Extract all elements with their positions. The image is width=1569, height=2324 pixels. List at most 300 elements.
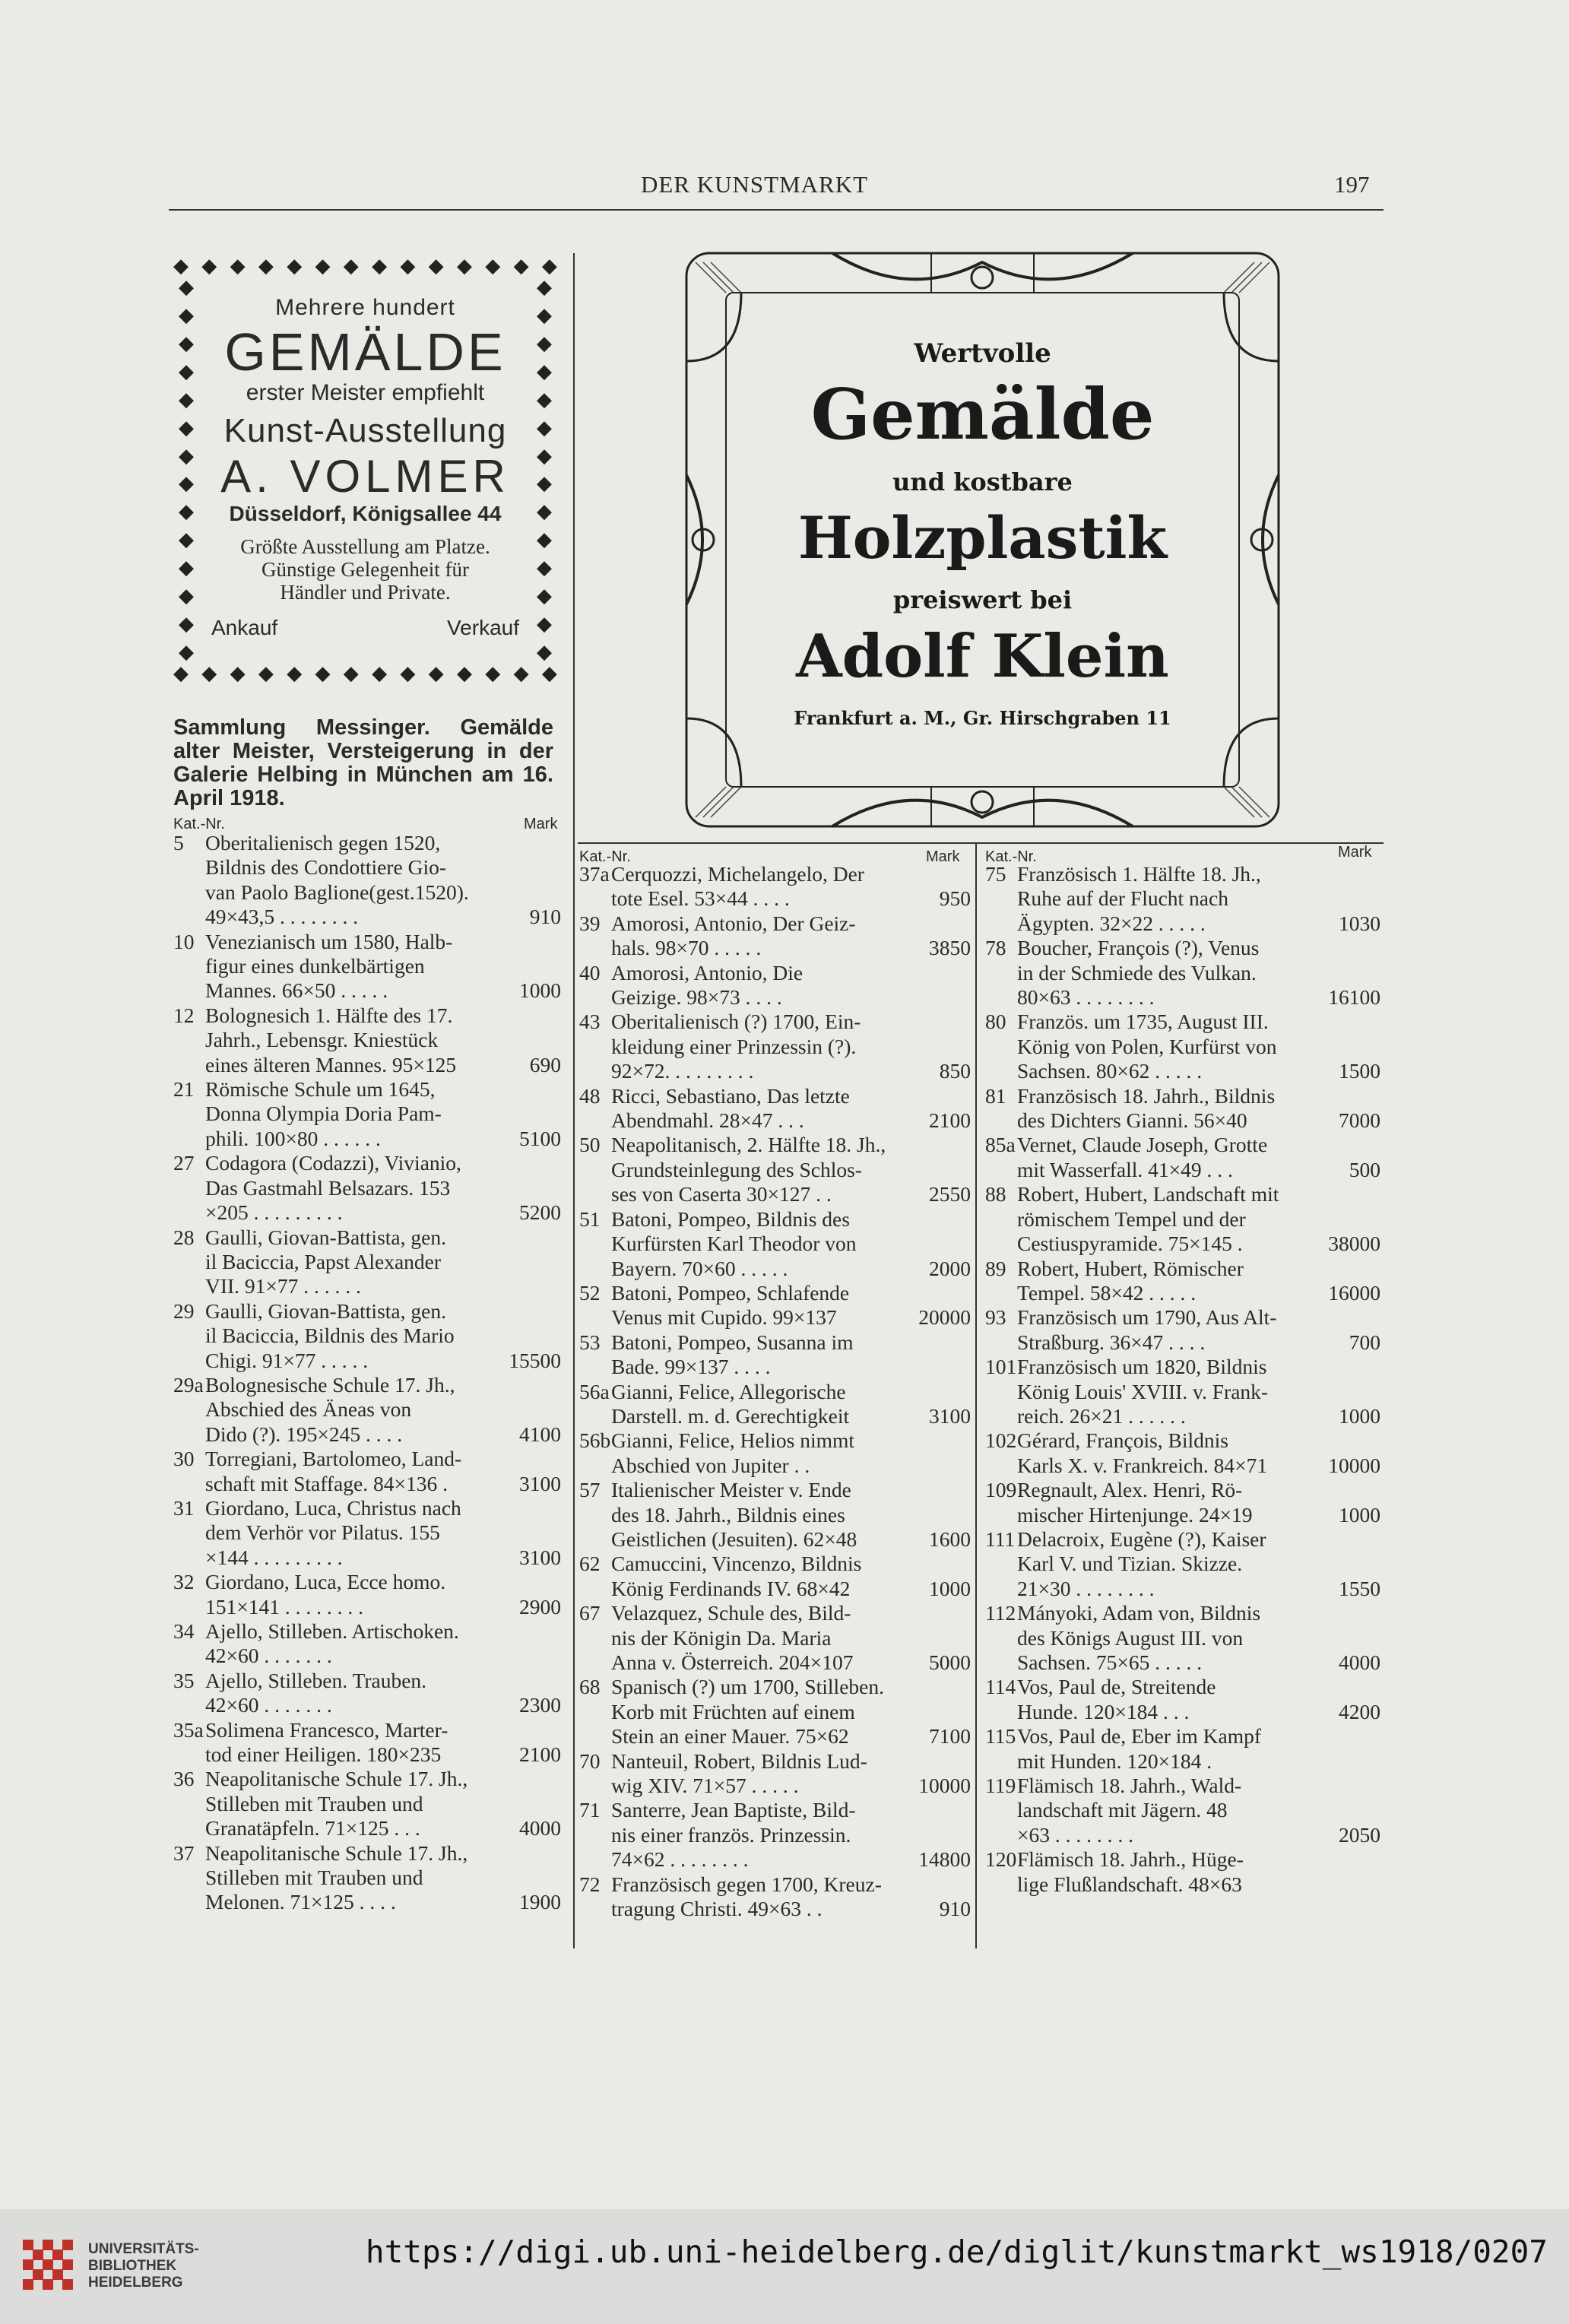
entry-text-line: König Ferdinands IV. 68×42 <box>611 1576 851 1600</box>
diamond-ornament-icon: ◆ <box>485 255 501 277</box>
document-url-link[interactable]: https://digi.ub.uni-heidelberg.de/diglit/kunstmarkt_ws1918/0207 <box>365 2234 1548 2270</box>
diamond-ornament-icon: ◆ <box>179 640 194 664</box>
catalog-entry <box>579 1010 971 1083</box>
catalog-entry <box>579 1330 971 1380</box>
catalog-number: 111 <box>985 1527 1016 1551</box>
diamond-ornament-icon: ◆ <box>537 528 552 552</box>
entry-text-line: Tempel. 58×42 . . . . . <box>1017 1280 1197 1305</box>
ankauf-label: Ankauf <box>211 616 278 639</box>
catalog-entry <box>173 1447 561 1496</box>
entry-text-line: Französisch 18. Jahrh., Bildnis <box>1017 1083 1276 1108</box>
verkauf-label: Verkauf <box>447 616 519 639</box>
price-mark: 2900 <box>519 1594 561 1619</box>
entry-text-line: Amorosi, Antonio, Der Geiz- <box>611 911 856 935</box>
ad-line: Wertvolle <box>914 338 1051 369</box>
catalog-entry <box>985 1305 1380 1355</box>
entry-text-line: Neapolitanische Schule 17. Jh., <box>205 1840 468 1865</box>
diamond-ornament-icon: ◆ <box>537 640 552 664</box>
catalog-number: 31 <box>173 1495 195 1520</box>
entry-text-line: kleidung einer Prinzessin (?). <box>611 1034 857 1058</box>
entry-text-line: van Paolo Baglione(gest.1520). <box>205 880 469 904</box>
catalog-number: 67 <box>579 1601 601 1625</box>
diamond-ornament-icon: ◆ <box>287 662 303 685</box>
entry-text-line: in der Schmiede des Vulkan. <box>1017 960 1257 984</box>
catalog-number: 78 <box>985 936 1006 960</box>
entry-text-line: Grundsteinlegung des Schlos- <box>611 1157 862 1181</box>
entry-text-line: Jahrh., Lebensgr. Kniestück <box>205 1028 439 1052</box>
catalog-entry <box>985 1601 1380 1675</box>
entry-text-line: Kurfürsten Karl Theodor von <box>611 1232 857 1256</box>
entry-text-line: dem Verhör vor Pilatus. 155 <box>205 1520 440 1545</box>
price-mark: 1000 <box>519 978 561 1003</box>
entry-text-line: Darstell. m. d. Gerechtigkeit <box>611 1403 850 1428</box>
entry-text-line: Batoni, Pompeo, Susanna im <box>611 1330 854 1354</box>
price-mark: 15500 <box>509 1348 561 1372</box>
entry-text-line: Nanteuil, Robert, Bildnis Lud- <box>611 1749 867 1773</box>
page-number: 197 <box>1334 171 1370 198</box>
catalog-number: 21 <box>173 1077 195 1102</box>
entry-text-line: ×63 . . . . . . . . <box>1017 1822 1134 1847</box>
entry-text-line: Bolognesich 1. Hälfte des 17. <box>205 1003 453 1027</box>
entry-text-line: Gaulli, Giovan-Battista, gen. <box>205 1298 446 1323</box>
entry-text-line: Geistlichen (Jesuiten). 62×48 <box>611 1527 857 1551</box>
diamond-border-right <box>531 276 557 664</box>
entry-text-line: 80×63 . . . . . . . . <box>1017 985 1155 1010</box>
catalog-number: 34 <box>173 1619 195 1643</box>
catalog-number: 75 <box>985 862 1006 886</box>
catalog-entry <box>579 1133 971 1206</box>
entry-text-line: Vernet, Claude Joseph, Grotte <box>1017 1133 1268 1157</box>
diamond-ornament-icon: ◆ <box>343 662 359 685</box>
entry-text-line: 42×60 . . . . . . . <box>205 1644 332 1668</box>
entry-text-line: Giordano, Luca, Christus nach <box>205 1495 461 1520</box>
diamond-ornament-icon: ◆ <box>315 255 331 277</box>
price-mark: 5100 <box>519 1126 561 1150</box>
diamond-ornament-icon: ◆ <box>230 662 246 685</box>
diamond-ornament-icon: ◆ <box>179 331 194 355</box>
diamond-ornament-icon: ◆ <box>400 662 416 685</box>
entry-text-line: Mányoki, Adam von, Bildnis <box>1017 1601 1261 1625</box>
catalog-number: 120 <box>985 1847 1017 1872</box>
catalog-entry <box>173 1373 561 1447</box>
col1-header-mark: Mark <box>524 816 558 832</box>
diamond-ornament-icon: ◆ <box>343 255 359 277</box>
entry-text-line: Italienischer Meister v. Ende <box>611 1478 851 1502</box>
catalog-number: 53 <box>579 1330 601 1354</box>
section-title: Sammlung Messinger. Gemälde alter Meister, Versteigerung in der Galerie Helbing in München am 16. April 1918. <box>173 715 553 810</box>
entry-text-line: Hunde. 120×184 . . . <box>1017 1699 1190 1723</box>
diamond-ornament-icon: ◆ <box>201 255 217 277</box>
catalog-number: 102 <box>985 1428 1017 1453</box>
price-mark: 10000 <box>918 1774 971 1798</box>
catalog-entry <box>579 862 971 912</box>
price-mark: 4000 <box>519 1816 561 1840</box>
entry-text-line: Venus mit Cupido. 99×137 <box>611 1305 837 1330</box>
diamond-ornament-icon: ◆ <box>537 472 552 496</box>
entry-text-line: Oberitalienisch (?) 1700, Ein- <box>611 1010 861 1034</box>
price-mark: 2300 <box>519 1693 561 1717</box>
catalog-number: 29a <box>173 1372 204 1397</box>
catalog-entry <box>985 1182 1380 1256</box>
catalog-number: 85a <box>985 1133 1016 1157</box>
price-mark: 4200 <box>1339 1699 1380 1723</box>
entry-text-line: Ajello, Stilleben. Artischoken. <box>205 1619 459 1643</box>
entry-text-line: Französisch um 1790, Aus Alt- <box>1017 1305 1277 1330</box>
price-mark: 3100 <box>519 1471 561 1495</box>
price-mark: 16100 <box>1328 985 1380 1010</box>
entry-text-line: Giordano, Luca, Ecce homo. <box>205 1570 446 1594</box>
catalog-number: 27 <box>173 1151 195 1175</box>
entry-text-line: des Dichters Gianni. 56×40 <box>1017 1108 1247 1133</box>
catalog-number: 112 <box>985 1601 1016 1625</box>
column-divider-2 <box>975 842 977 1948</box>
entry-text-line: tote Esel. 53×44 . . . . <box>611 886 790 911</box>
ad-headline: Gemälde <box>810 373 1155 455</box>
entry-text-line: landschaft mit Jägern. 48 <box>1017 1798 1228 1822</box>
diamond-border-top <box>173 253 557 279</box>
catalog-number: 28 <box>173 1225 195 1249</box>
price-mark: 690 <box>529 1052 561 1076</box>
price-mark: 5200 <box>519 1200 561 1225</box>
catalog-entry <box>985 1355 1380 1428</box>
diamond-ornament-icon: ◆ <box>173 662 189 685</box>
entry-text-line: eines älteren Mannes. 95×125 <box>205 1052 457 1076</box>
price-mark: 10000 <box>1328 1453 1380 1477</box>
catalog-number: 35a <box>173 1717 204 1742</box>
entry-text-line: König Louis' XVIII. v. Frank- <box>1017 1379 1269 1403</box>
catalog-number: 51 <box>579 1206 601 1231</box>
entry-text-line: wig XIV. 71×57 . . . . . <box>611 1774 799 1798</box>
diamond-ornament-icon: ◆ <box>179 303 194 327</box>
ad-line: Händler und Private. <box>280 581 451 604</box>
price-mark: 2100 <box>519 1742 561 1767</box>
price-mark: 3100 <box>519 1545 561 1569</box>
diamond-ornament-icon: ◆ <box>179 444 194 468</box>
ad-line: Kunst-Ausstellung <box>223 412 507 449</box>
catalog-number: 80 <box>985 1010 1006 1034</box>
running-title: DER KUNSTMARKT <box>641 171 869 198</box>
catalog-number: 32 <box>173 1570 195 1594</box>
diamond-ornament-icon: ◆ <box>456 662 472 685</box>
price-mark: 2100 <box>929 1108 971 1133</box>
price-mark: 5000 <box>929 1650 971 1674</box>
entry-text-line: tod einer Heiligen. 180×235 <box>205 1742 442 1767</box>
diamond-ornament-icon: ◆ <box>428 255 444 277</box>
ad-line: Mehrere hundert <box>275 295 455 320</box>
entry-text-line: 151×141 . . . . . . . . <box>205 1594 364 1619</box>
catalog-number: 52 <box>579 1280 601 1305</box>
catalog-entry <box>985 1847 1380 1897</box>
diamond-ornament-icon: ◆ <box>537 416 552 439</box>
entry-text-line: römischem Tempel und der <box>1017 1206 1246 1231</box>
entry-text-line: Bayern. 70×60 . . . . . <box>611 1256 788 1280</box>
entry-text-line: Flämisch 18. Jahrh., Wald- <box>1017 1774 1242 1798</box>
library-name <box>88 2241 199 2291</box>
price-mark: 500 <box>1349 1157 1380 1181</box>
col2-header-mark: Mark <box>926 848 960 865</box>
entry-text-line: mit Hunden. 120×184 . <box>1017 1749 1212 1773</box>
entry-text-line: Cerquozzi, Michelangelo, Der <box>611 862 864 886</box>
catalog-entry <box>173 1077 561 1151</box>
diamond-ornament-icon: ◆ <box>230 255 246 277</box>
price-mark: 1000 <box>1339 1403 1380 1428</box>
price-mark: 38000 <box>1328 1232 1380 1256</box>
diamond-ornament-icon: ◆ <box>173 255 189 277</box>
entry-text-line: Französisch 1. Hälfte 18. Jh., <box>1017 862 1261 886</box>
price-mark: 1900 <box>519 1890 561 1914</box>
price-mark: 16000 <box>1328 1280 1380 1305</box>
catalog-entry <box>173 1570 561 1619</box>
catalog-entry <box>985 1133 1380 1182</box>
ad-footer-row <box>204 616 527 640</box>
diamond-ornament-icon: ◆ <box>179 472 194 496</box>
catalog-entry <box>173 1841 561 1915</box>
university-library-logo-icon <box>18 2235 78 2294</box>
entry-text-line: Bolognesische Schule 17. Jh., <box>205 1372 455 1397</box>
catalog-number: 88 <box>985 1182 1006 1206</box>
catalog-number: 5 <box>173 831 184 854</box>
diamond-ornament-icon: ◆ <box>537 303 552 327</box>
catalog-entry <box>579 1552 971 1601</box>
price-mark: 2550 <box>929 1182 971 1206</box>
catalog-number: 72 <box>579 1872 601 1896</box>
price-mark: 3850 <box>929 936 971 960</box>
catalog-number: 36 <box>173 1767 195 1791</box>
entry-text-line: Batoni, Pompeo, Bildnis des <box>611 1206 850 1231</box>
diamond-ornament-icon: ◆ <box>179 528 194 552</box>
catalog-entry <box>985 1774 1380 1847</box>
entry-text-line: Neapolitanische Schule 17. Jh., <box>205 1767 468 1791</box>
ad-description <box>204 535 527 604</box>
catalog-number: 56b <box>579 1428 611 1453</box>
entry-text-line: Vos, Paul de, Streitende <box>1017 1675 1216 1699</box>
catalog-entry <box>985 1724 1380 1774</box>
entry-text-line: Straßburg. 36×47 . . . . <box>1017 1330 1206 1354</box>
diamond-ornament-icon: ◆ <box>537 613 552 636</box>
catalog-number: 114 <box>985 1675 1016 1699</box>
diamond-ornament-icon: ◆ <box>258 662 274 685</box>
entry-text-line: Boucher, François (?), Venus <box>1017 936 1260 960</box>
entry-text-line: Vos, Paul de, Eber im Kampf <box>1017 1724 1262 1749</box>
catalog-entry <box>579 1084 971 1133</box>
catalog-entry <box>173 1718 561 1768</box>
entry-text-line: Santerre, Jean Baptiste, Bild- <box>611 1798 856 1822</box>
entry-text-line: Gaulli, Giovan-Battista, gen. <box>205 1225 446 1249</box>
catalog-number: 89 <box>985 1256 1006 1280</box>
price-mark: 2000 <box>929 1256 971 1280</box>
ad-line: erster Meister empfiehlt <box>246 380 485 405</box>
entry-text-line: Spanisch (?) um 1700, Stilleben. <box>611 1675 884 1699</box>
diamond-ornament-icon: ◆ <box>179 388 194 411</box>
entry-text-line: Robert, Hubert, Landschaft mit <box>1017 1182 1279 1206</box>
price-mark: 4100 <box>519 1422 561 1446</box>
catalog-entry <box>173 1767 561 1840</box>
catalog-entry <box>985 1527 1380 1601</box>
price-mark: 4000 <box>1339 1650 1380 1674</box>
catalog-number: 93 <box>985 1305 1006 1330</box>
catalog-number: 119 <box>985 1774 1016 1798</box>
entry-text-line: Batoni, Pompeo, Schlafende <box>611 1280 850 1305</box>
entry-text-line: ×205 . . . . . . . . . <box>205 1200 343 1225</box>
catalog-number: 29 <box>173 1298 195 1323</box>
entry-text-line: tragung Christi. 49×63 . . <box>611 1897 823 1921</box>
entry-text-line: nis der Königin Da. Maria <box>611 1625 832 1650</box>
entry-text-line: 21×30 . . . . . . . . <box>1017 1576 1155 1600</box>
library-name-line: HEIDELBERG <box>88 2275 183 2291</box>
entry-text-line: 42×60 . . . . . . . <box>205 1693 332 1717</box>
catalog-entry <box>173 1299 561 1373</box>
klein-advertisement <box>680 247 1285 832</box>
price-mark: 2050 <box>1339 1822 1380 1847</box>
catalog-column-2 <box>579 862 971 1921</box>
ad-company-name: A. VOLMER <box>220 451 510 502</box>
catalog-entry <box>985 1084 1380 1133</box>
diamond-ornament-icon: ◆ <box>537 500 552 524</box>
entry-text-line: 74×62 . . . . . . . . <box>611 1847 749 1872</box>
diamond-ornament-icon: ◆ <box>513 255 529 277</box>
ad-headline: Holzplastik <box>797 504 1168 572</box>
catalog-entry <box>579 1872 971 1922</box>
entry-text-line: Torregiani, Bartolomeo, Land- <box>205 1447 462 1471</box>
diamond-ornament-icon: ◆ <box>372 255 388 277</box>
catalog-number: 12 <box>173 1003 195 1027</box>
catalog-entry <box>579 912 971 961</box>
diamond-ornament-icon: ◆ <box>541 255 557 277</box>
catalog-entry <box>173 1619 561 1669</box>
catalog-number: 70 <box>579 1749 601 1773</box>
entry-text-line: Ruhe auf der Flucht nach <box>1017 886 1228 911</box>
entry-text-line: Donna Olympia Doria Pam- <box>205 1102 442 1126</box>
entry-text-line: hals. 98×70 . . . . . <box>611 936 762 960</box>
price-mark: 950 <box>939 886 971 911</box>
entry-text-line: Oberitalienisch gegen 1520, <box>205 831 441 854</box>
entry-text-line: reich. 26×21 . . . . . . <box>1017 1403 1186 1428</box>
entry-text-line: Venezianisch um 1580, Halb- <box>205 929 453 953</box>
catalog-number: 109 <box>985 1478 1017 1502</box>
entry-text-line: Granatäpfeln. 71×125 . . . <box>205 1816 420 1840</box>
entry-text-line: Chigi. 91×77 . . . . . <box>205 1348 369 1372</box>
entry-text-line: Mannes. 66×50 . . . . . <box>205 978 388 1003</box>
ad-headline: GEMÄLDE <box>224 322 506 382</box>
entry-text-line: Abendmahl. 28×47 . . . <box>611 1108 804 1133</box>
entry-text-line: mit Wasserfall. 41×49 . . . <box>1017 1157 1233 1181</box>
catalog-number: 48 <box>579 1083 601 1108</box>
entry-text-line: mischer Hirtenjunge. 24×19 <box>1017 1502 1253 1527</box>
price-mark: 7000 <box>1339 1108 1380 1133</box>
diamond-ornament-icon: ◆ <box>258 255 274 277</box>
entry-text-line: VII. 91×77 . . . . . . <box>205 1274 361 1298</box>
entry-text-line: Solimena Francesco, Marter- <box>205 1717 449 1742</box>
catalog-entry <box>173 1496 561 1570</box>
col3-header-katnr: Kat.-Nr. <box>985 848 1037 865</box>
entry-text-line: Stilleben mit Trauben und <box>205 1866 423 1890</box>
col2-header-katnr: Kat.-Nr. <box>579 848 631 865</box>
entry-text-line: Amorosi, Antonio, Die <box>611 960 804 984</box>
ad-line: Günstige Gelegenheit für <box>262 558 469 581</box>
diamond-ornament-icon: ◆ <box>537 444 552 468</box>
entry-text-line: lige Flußlandschaft. 48×63 <box>1017 1872 1242 1896</box>
entry-text-line: Velazquez, Schule des, Bild- <box>611 1601 851 1625</box>
lower-rule <box>578 842 1384 844</box>
diamond-ornament-icon: ◆ <box>179 416 194 439</box>
catalog-entry <box>985 1675 1380 1724</box>
entry-text-line: nis einer französ. Prinzessin. <box>611 1822 851 1847</box>
catalog-column-3 <box>985 862 1380 1897</box>
diamond-ornament-icon: ◆ <box>179 360 194 383</box>
entry-text-line: Delacroix, Eugène (?), Kaiser <box>1017 1527 1266 1551</box>
entry-text-line: Gérard, François, Bildnis <box>1017 1428 1229 1453</box>
catalog-entry <box>985 1010 1380 1083</box>
entry-text-line: phili. 100×80 . . . . . . <box>205 1126 381 1150</box>
catalog-entry <box>579 1749 971 1799</box>
entry-text-line: Bildnis des Condottiere Gio- <box>205 855 446 880</box>
price-mark: 910 <box>939 1897 971 1921</box>
diamond-ornament-icon: ◆ <box>537 276 552 299</box>
entry-text-line: Ägypten. 32×22 . . . . . <box>1017 911 1206 935</box>
catalog-entry <box>173 1151 561 1225</box>
catalog-number: 40 <box>579 960 601 984</box>
catalog-number: 39 <box>579 911 601 935</box>
entry-text-line: Gianni, Felice, Helios nimmt <box>611 1428 855 1453</box>
entry-text-line: Das Gastmahl Belsazars. 153 <box>205 1175 451 1200</box>
entry-text-line: Bade. 99×137 . . . . <box>611 1355 771 1379</box>
entry-text-line: Abschied von Jupiter . . <box>611 1453 810 1477</box>
price-mark: 1600 <box>929 1527 971 1551</box>
entry-text-line: Geizige. 98×73 . . . . <box>611 985 782 1010</box>
entry-text-line: Dido (?). 195×245 . . . . <box>205 1422 403 1446</box>
catalog-number: 50 <box>579 1133 601 1157</box>
diamond-ornament-icon: ◆ <box>537 585 552 608</box>
entry-text-line: Regnault, Alex. Henri, Rö- <box>1017 1478 1243 1502</box>
column-divider-1 <box>573 253 575 1948</box>
catalog-entry <box>985 862 1380 936</box>
diamond-border-bottom <box>173 661 557 686</box>
entry-text-line: Melonen. 71×125 . . . . <box>205 1890 396 1914</box>
entry-text-line: Karls X. v. Frankreich. 84×71 <box>1017 1453 1268 1477</box>
diamond-ornament-icon: ◆ <box>541 662 557 685</box>
diamond-ornament-icon: ◆ <box>537 556 552 580</box>
ad-line: und kostbare <box>892 468 1073 496</box>
entry-text-line: Sachsen. 80×62 . . . . . <box>1017 1059 1203 1083</box>
entry-text-line: ses von Caserta 30×127 . . <box>611 1182 832 1206</box>
catalog-number: 30 <box>173 1447 195 1471</box>
diamond-ornament-icon: ◆ <box>287 255 303 277</box>
price-mark: 1500 <box>1339 1059 1380 1083</box>
library-name-line: UNIVERSITÄTS- <box>88 2241 199 2257</box>
catalog-number: 37a <box>579 862 610 886</box>
entry-text-line: Sachsen. 75×65 . . . . . <box>1017 1650 1203 1674</box>
volmer-ad-content <box>204 295 527 640</box>
entry-text-line: Gianni, Felice, Allegorische <box>611 1379 846 1403</box>
library-name-line: BIBLIOTHEK <box>88 2258 177 2274</box>
diamond-ornament-icon: ◆ <box>179 556 194 580</box>
catalog-number: 115 <box>985 1724 1016 1749</box>
ad-address: Frankfurt a. M., Gr. Hirschgraben 11 <box>794 707 1171 729</box>
catalog-number: 56a <box>579 1379 610 1403</box>
entry-text-line: Camuccini, Vincenzo, Bildnis <box>611 1552 862 1576</box>
ad-company-name: Adolf Klein <box>796 622 1169 691</box>
diamond-ornament-icon: ◆ <box>179 276 194 299</box>
entry-text-line: 92×72. . . . . . . . . <box>611 1059 754 1083</box>
catalog-entry <box>985 1257 1380 1306</box>
diamond-ornament-icon: ◆ <box>513 662 529 685</box>
price-mark: 7100 <box>929 1724 971 1749</box>
catalog-entry <box>579 1675 971 1749</box>
entry-text-line: il Baciccia, Bildnis des Mario <box>205 1324 455 1348</box>
diamond-ornament-icon: ◆ <box>201 662 217 685</box>
catalog-number: 43 <box>579 1010 601 1034</box>
entry-text-line: des Königs August III. von <box>1017 1625 1244 1650</box>
